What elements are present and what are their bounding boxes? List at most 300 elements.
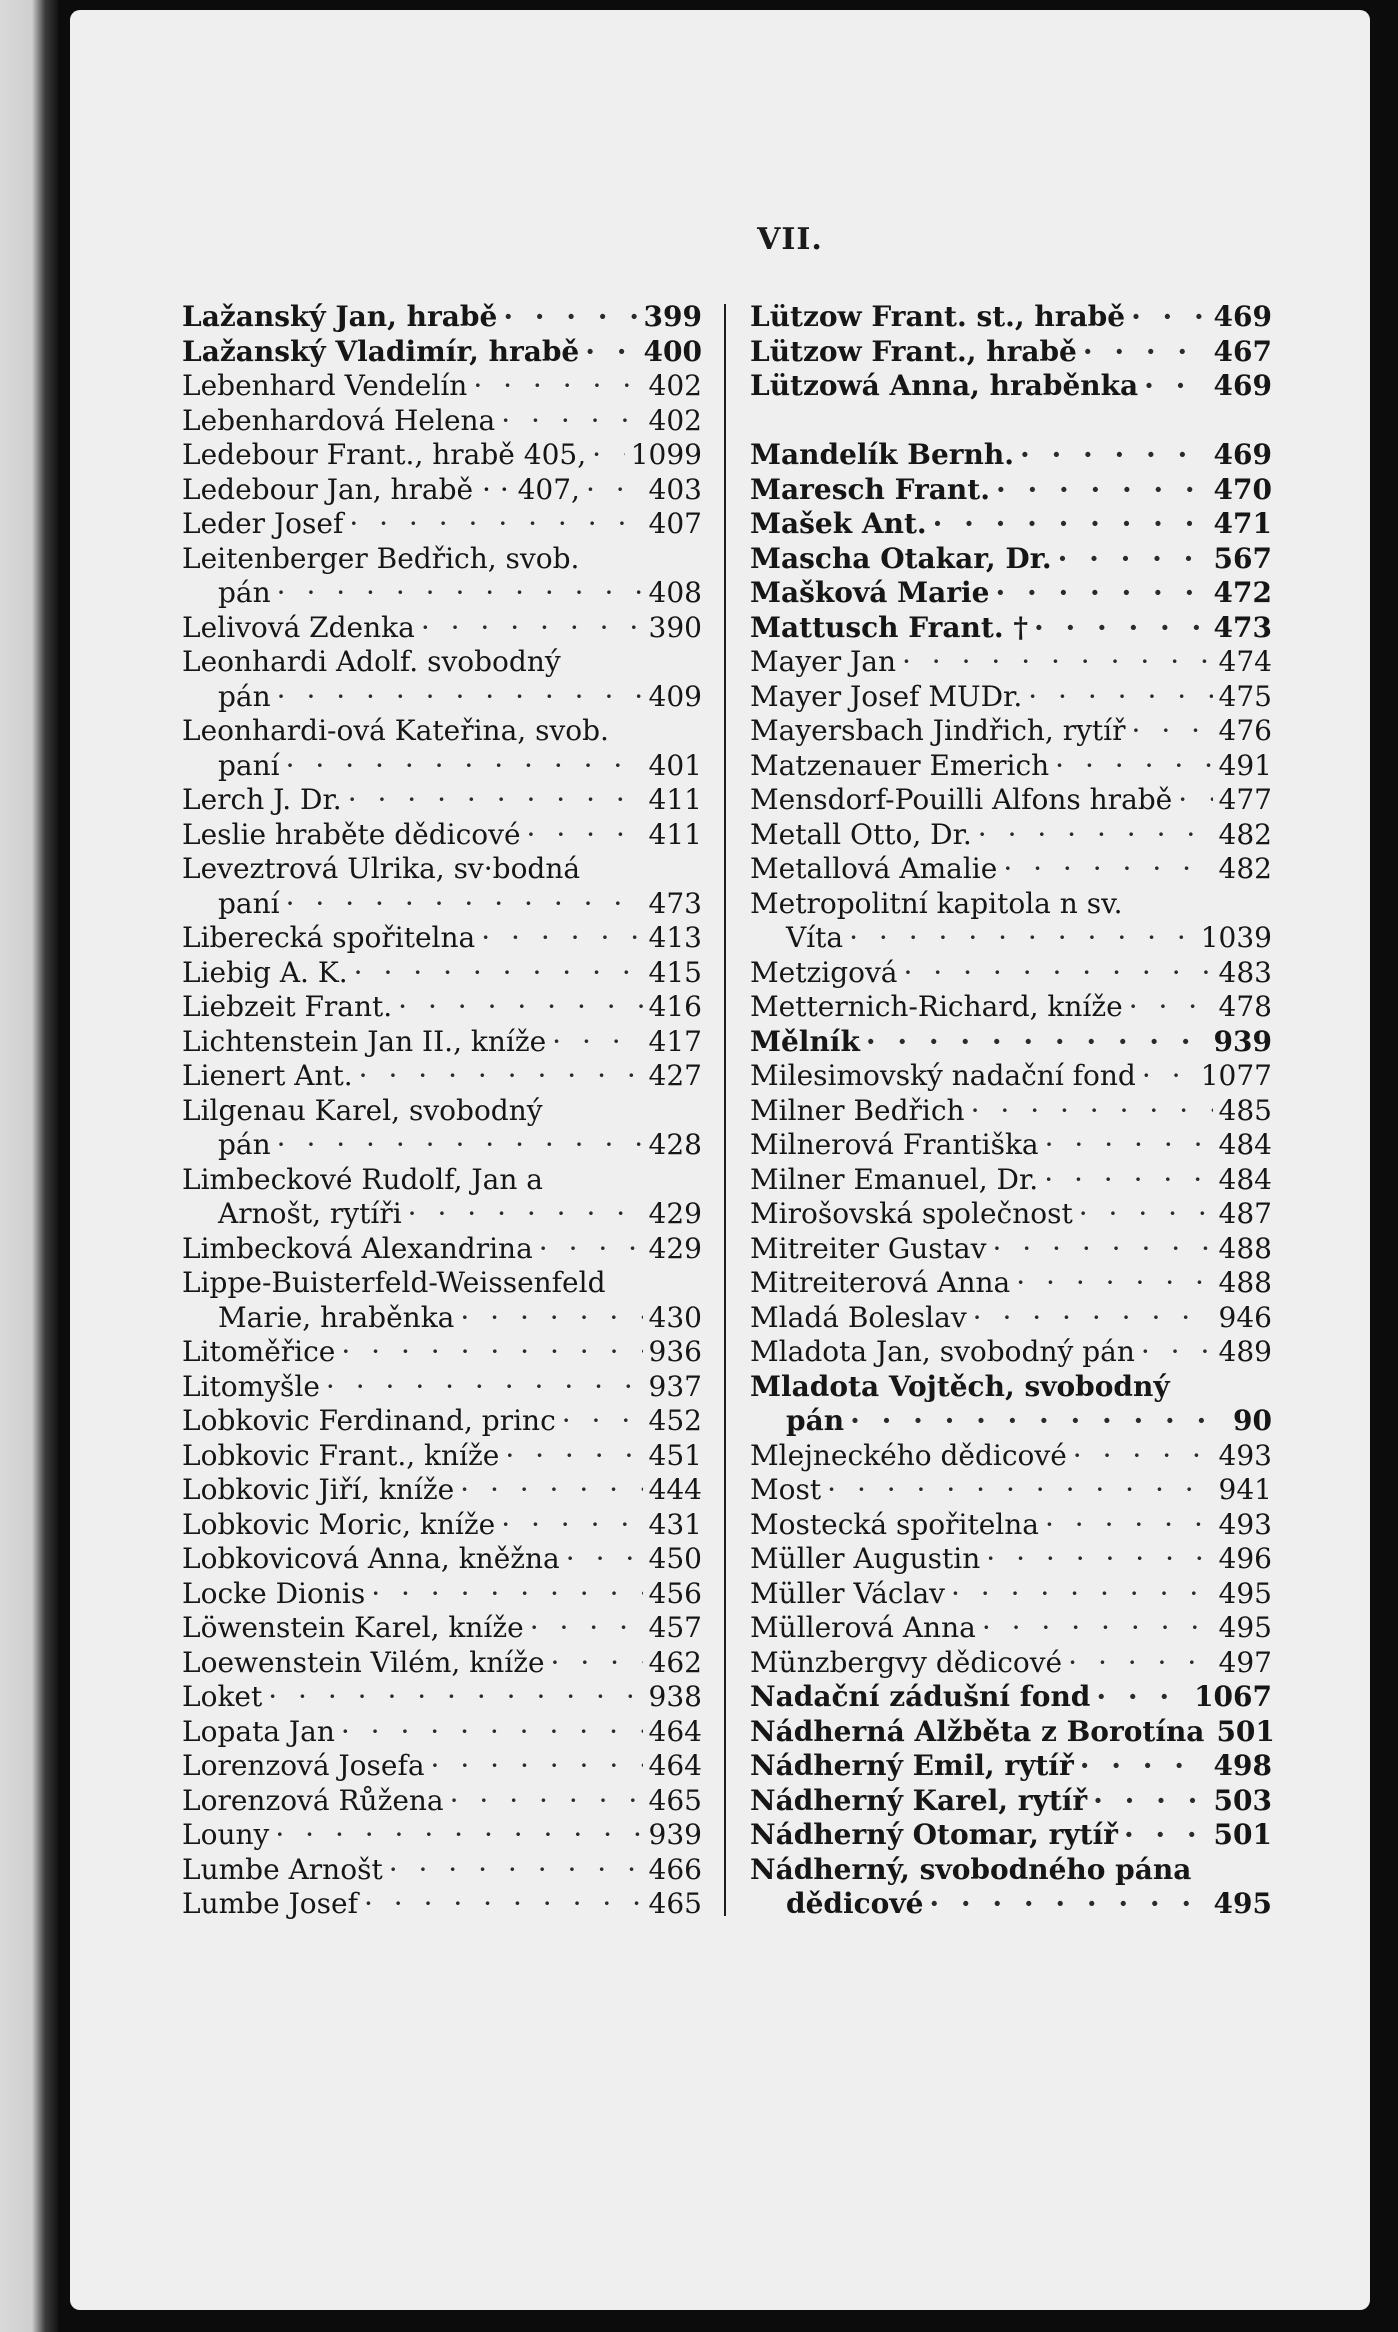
entry-name: Mlejneckého dědicové [750,1438,1067,1472]
entry-page-number: 482 [1218,817,1272,851]
dot-leader [1049,749,1212,784]
entry-name-line [182,1784,702,1819]
entry-name: Nádherný, svobodného pána [750,1852,1192,1886]
dot-leader [425,1749,643,1784]
entry-name-line [182,1577,702,1612]
entry-name: Mitreiter Gustav [750,1231,987,1265]
entry-name: dědicové [786,1887,924,1920]
dot-leader [560,1542,643,1577]
entry-name: Litoměřice [182,1335,336,1368]
index-entry [750,680,1272,715]
dot-leader [1028,611,1208,646]
dot-leader [335,1335,642,1370]
entry-name: Limbecková Alexandrina [182,1231,533,1265]
dot-leader [556,1404,643,1439]
index-entry [750,1473,1272,1508]
entry-name: Leslie hraběte dědicové [182,817,521,851]
entry-name: Mirošovská společnost [750,1197,1073,1230]
entry-page-number: 482 [1218,852,1272,885]
index-entry [750,473,1272,508]
dot-leader [1090,1680,1188,1715]
entry-name-line [750,1439,1272,1474]
entry-name-line [182,473,702,508]
entry-name-line [750,1611,1272,1646]
entry-name: Lažanský Jan, hrabě [182,300,498,333]
entry-page-number: 936 [648,1335,702,1368]
dot-leader [1118,1818,1208,1853]
dot-leader [280,749,643,784]
index-entry [182,1473,702,1508]
index-entry [750,335,1272,370]
entry-name-line [750,1025,1272,1060]
index-entry [750,1646,1272,1681]
entry-name-line [750,887,1272,922]
entry-page-number: 484 [1218,1128,1272,1161]
entry-name: Nadační zádušní fond [750,1680,1091,1713]
entry-name-line [750,335,1272,370]
dot-leader [1039,1508,1213,1543]
dot-leader [1136,1059,1195,1094]
entry-name: Maresch Frant. [750,472,990,506]
entry-name: Mladá Boleslav [750,1300,967,1334]
entry-name-line [750,438,1272,473]
index-entry [182,1611,702,1646]
entry-page-number: 495 [1213,1887,1272,1920]
dot-leader [454,1301,642,1336]
dot-leader [896,645,1213,680]
entry-page-number: 469 [1213,300,1272,333]
index-entry [182,1370,702,1405]
dot-leader [1138,369,1207,404]
entry-name-line [750,473,1272,508]
dot-leader [927,507,1208,542]
dot-leader [533,1232,643,1267]
index-entry [182,1577,702,1612]
entry-name: paní [218,886,280,920]
entry-name-line [182,1473,702,1508]
dot-leader [320,1370,643,1405]
dot-leader [454,1473,642,1508]
dot-leader [1052,542,1208,577]
entry-name-line [182,1232,702,1267]
index-entry [750,1266,1272,1301]
entry-name: Lorenzová Růžena [182,1783,444,1817]
entry-name-line [750,818,1272,853]
index-column-right [750,300,1275,1922]
dot-leader [392,990,642,1025]
entry-continuation-line [182,749,702,784]
entry-name-line [182,507,702,542]
entry-name-line [750,990,1272,1025]
index-entry [182,611,702,646]
entry-name-line [750,1508,1272,1543]
entry-name: Mayersbach Jindřich, rytíř [750,714,1126,747]
index-entry [182,1094,702,1163]
index-entry [750,1542,1272,1577]
entry-page-number: 451 [648,1438,702,1472]
entry-page-number: 491 [1218,748,1272,782]
entry-page-number: 470 [1213,472,1272,506]
entry-name-line [750,1094,1272,1129]
dot-leader [997,852,1212,887]
index-entry [182,1715,702,1750]
entry-name-line [750,1542,1272,1577]
entry-page-number: 429 [648,1231,702,1265]
dot-leader [821,1473,1212,1508]
index-entry [182,404,702,439]
entry-page-number: 567 [1213,541,1272,575]
entry-name: Most [750,1473,822,1506]
entry-name: Mladota Jan, svobodný pán [750,1335,1135,1368]
dot-leader [521,818,643,853]
index-entry [750,1025,1272,1060]
dot-leader [972,818,1213,853]
index-entry [182,1232,702,1267]
entry-page-number: 403 [648,472,702,506]
index-entry [750,576,1272,611]
entry-name: Lebenhardová Helena [182,403,496,437]
entry-name: Metall Otto, Dr. [750,817,972,851]
entry-name: Müller Václav [750,1576,945,1610]
dot-leader [335,1715,643,1750]
index-entry [182,369,702,404]
entry-name-line [750,714,1272,749]
dot-leader [844,1404,1227,1439]
entry-name-line [182,1404,702,1439]
entry-name: Mayer Josef MUDr. [750,679,1023,713]
dot-leader [365,1577,642,1612]
dot-leader [986,1232,1212,1267]
entry-name: Mašek Ant. [750,507,927,540]
entry-name: Arnošt, rytíři [218,1197,402,1230]
dot-leader [1022,680,1212,715]
entry-name-line [182,783,702,818]
index-entry [750,818,1272,853]
index-entry [182,1508,702,1543]
dot-leader [495,1508,642,1543]
entry-name-line [750,1128,1272,1163]
entry-page-number: 429 [648,1197,702,1230]
index-entry [750,645,1272,680]
index-entry [750,1197,1272,1232]
dot-leader [965,1094,1213,1129]
entry-name-line [750,611,1272,646]
entry-name: Liebig A. K. [182,955,348,989]
entry-page-number: 409 [648,679,702,713]
index-entry [182,1887,702,1922]
entry-page-number: 1077 [1200,1059,1272,1092]
entry-name: Metropolitní kapitola n sv. [750,886,1123,920]
dot-leader [348,956,643,991]
entry-name-line [750,300,1272,335]
dot-leader [358,1887,643,1922]
index-entry [750,1577,1272,1612]
entry-name-line [750,369,1272,404]
entry-name: Liberecká spořitelna [182,921,476,954]
index-entry [750,1508,1272,1543]
entry-name-line [182,1818,702,1853]
index-entry [750,542,1272,577]
entry-name: Louny [182,1818,270,1851]
entry-name-line [182,1853,702,1888]
index-entry [750,1370,1272,1439]
index-entry [750,749,1272,784]
dot-leader [495,404,642,439]
entry-name: Víta [786,921,844,954]
entry-name: Matzenauer Emerich [750,748,1050,782]
index-entry [750,1439,1272,1474]
entry-page-number: 496 [1218,1542,1272,1575]
entry-name: Lebenhard Vendelín [182,369,468,402]
entry-page-number: 477 [1218,783,1272,816]
index-entry [750,300,1272,335]
entry-name: Milnerová Františka [750,1128,1039,1161]
entry-name-line [182,1266,702,1301]
entry-name: pán [218,679,271,713]
entry-page-number: 444 [648,1473,702,1506]
index-entry [182,1335,702,1370]
entry-name: Mattusch Frant. † [750,610,1028,644]
entry-name: Mostecká spořitelna [750,1507,1039,1541]
index-entry [750,1853,1272,1922]
entry-page-number: 1039 [1200,921,1272,954]
index-entry [182,783,702,818]
entry-name: pán [218,1128,271,1161]
index-entry [750,1128,1272,1163]
entry-page-number: 90 [1233,1404,1272,1437]
entry-name-line [182,404,702,439]
entry-name-line [750,1370,1272,1405]
index-entry [750,783,1272,818]
entry-page-number: 430 [648,1300,702,1334]
entry-page-number: 400 [643,334,702,368]
entry-page-number: 415 [648,955,702,989]
dot-leader [343,507,642,542]
entry-name: Mašková Marie [750,576,990,609]
dot-leader [383,1853,643,1888]
entry-name-line [182,1542,702,1577]
entry-name-line [182,1680,702,1715]
entry-name-line [750,783,1272,818]
entry-page-number: 484 [1218,1162,1272,1196]
entry-page-number: 416 [648,990,702,1023]
entry-continuation-line [750,1404,1272,1439]
index-entry [750,990,1272,1025]
entry-name: Lažanský Vladimír, hrabě [182,334,580,368]
entry-name: pán [218,576,271,609]
dot-leader [415,611,643,646]
entry-name-line [182,852,702,887]
entry-name: Lichtenstein Jan II., kníže [182,1024,547,1058]
entry-name: Mělník [750,1024,860,1058]
index-entry [182,956,702,991]
dot-leader [1067,1439,1213,1474]
dot-leader [1077,335,1208,370]
entry-page-number: 474 [1218,645,1272,678]
entry-name: Marie, hraběnka [218,1300,455,1334]
entry-continuation-line [750,1887,1272,1922]
entry-name: Mayer Jan [750,645,896,678]
index-entry [182,473,702,508]
entry-page-number: 476 [1218,714,1272,747]
entry-name: Mascha Otakar, Dr. [750,541,1052,575]
dot-leader [444,1784,643,1819]
entry-continuation-line [182,1301,702,1336]
entry-name-line [750,1749,1272,1784]
entry-name-line [182,1508,702,1543]
entry-name-line [182,818,702,853]
entry-name: Mensdorf-Pouilli Alfons hrabě [750,783,1173,816]
entry-name: pán [786,1404,845,1437]
entry-name-line [182,300,702,335]
entry-name-line [750,1646,1272,1681]
index-entry [750,507,1272,542]
entry-name: Mitreiterová Anna [750,1266,1011,1299]
index-entry [182,542,702,611]
entry-name-line [182,1025,702,1060]
entry-continuation-line [750,921,1272,956]
entry-page-number: 501 [1213,1818,1272,1851]
column-divider [724,304,726,1916]
entry-page-number: 488 [1218,1266,1272,1299]
entry-name: Mandelík Bernh. [750,438,1015,471]
entry-name-line [750,749,1272,784]
entry-name: Lienert Ant. [182,1059,353,1092]
dot-leader [989,576,1207,611]
dot-leader [271,576,643,611]
entry-name-line [750,1473,1272,1508]
entry-name: Litomyšle [182,1369,320,1403]
dot-leader [497,300,637,335]
entry-page-number: 408 [648,576,702,609]
entry-name-line [182,369,702,404]
entry-name-line [182,1094,702,1129]
dot-leader [269,1818,642,1853]
entry-name-line [750,645,1272,680]
entry-page-number: 465 [648,1887,702,1920]
entry-page-number: 427 [648,1059,702,1092]
entry-name-line [182,1335,702,1370]
dot-leader [402,1197,643,1232]
entry-page-number: 413 [648,921,702,954]
entry-name: Lerch J. Dr. [182,783,342,816]
entry-name: Leveztrová Ulrika, sv·bodná [182,852,581,885]
dot-leader [353,1059,643,1094]
entry-page-number: 464 [648,1749,702,1782]
entry-name-line [182,1439,702,1474]
dot-leader [271,1128,643,1163]
entry-page-number: 489 [1218,1335,1272,1368]
entry-page-number: 495 [1218,1611,1272,1644]
entry-name: Müller Augustin [750,1542,981,1575]
entry-continuation-line [182,680,702,715]
entry-name: Lützowá Anna, hraběnka [750,369,1139,402]
index-entry [182,1784,702,1819]
entry-name: Metzigová [750,955,898,989]
dot-leader [1135,1335,1213,1370]
index-entry [750,369,1272,404]
index-entry [750,887,1272,956]
dot-leader [923,1887,1207,1922]
entry-page-number: 452 [648,1404,702,1437]
entry-name-line [182,1611,702,1646]
entry-name: Lobkovic Frant., kníže [182,1438,500,1472]
entry-name: Nádherná Alžběta z Borotína [750,1714,1205,1748]
entry-name-line [182,542,702,577]
entry-page-number: 469 [1213,438,1272,471]
entry-page-number: 471 [1213,507,1272,540]
entry-page-number: 472 [1213,576,1272,609]
index-entry [182,1680,702,1715]
entry-name: Lützow Frant. st., hrabě [750,300,1126,333]
entry-name-line [750,1853,1272,1888]
entry-page-number: 411 [648,783,702,816]
index-entry [182,645,702,714]
entry-name-line [182,1370,702,1405]
entry-name: Metallová Amalie [750,852,998,885]
dot-leader [843,921,1195,956]
entry-name: Müllerová Anna [750,1611,976,1644]
index-entry [750,1784,1272,1819]
dot-leader [1062,1646,1212,1681]
index-entry [182,438,702,473]
dot-leader [1074,1749,1208,1784]
page-number: VII. [757,222,823,257]
entry-name: Milesimovský nadační fond [750,1059,1136,1092]
index-entry [750,1335,1272,1370]
index-entry [182,1853,702,1888]
entry-name: Münzbergvy dědicové [750,1645,1063,1679]
dot-leader [967,1301,1213,1336]
entry-name: Leonhardi Adolf. svobodný [182,645,561,678]
entry-page-number: 456 [648,1576,702,1610]
dot-leader [1014,438,1208,473]
entry-name-line [750,680,1272,715]
entry-name-line [182,335,702,370]
index-entry [750,1714,1275,1750]
index-entry [750,1749,1272,1784]
dot-leader [262,1680,642,1715]
entry-name: Lützow Frant., hrabě [750,334,1077,368]
entry-page-number: 431 [648,1507,702,1541]
entry-name-line [750,852,1272,887]
entry-page-number: 464 [648,1714,702,1748]
entry-name-line [182,1163,702,1198]
index-entry [750,1818,1272,1853]
index-entry [182,1266,702,1335]
entry-name: Lorenzová Josefa [182,1749,425,1782]
entry-name-line [750,507,1272,542]
index-entry [182,507,702,542]
index-entry [182,921,702,956]
dot-leader [860,1025,1208,1060]
entry-page-number: 939 [648,1818,702,1851]
index-entry [182,1025,702,1060]
entry-page-number: 417 [648,1024,702,1058]
dot-leader [342,783,643,818]
entry-name-line [750,1784,1272,1819]
entry-page-number: 473 [648,886,702,920]
dot-leader [980,1542,1212,1577]
adjacent-page-edge [0,0,58,2332]
entry-page-number: 497 [1218,1645,1272,1679]
entry-page-number: 483 [1218,955,1272,989]
entry-name: Nádherný Otomar, rytíř [750,1818,1118,1851]
index-entry [182,1163,702,1232]
entry-page-number: 1099 [630,438,702,471]
entry-name-line [750,542,1272,577]
entry-name-line [750,1163,1272,1198]
